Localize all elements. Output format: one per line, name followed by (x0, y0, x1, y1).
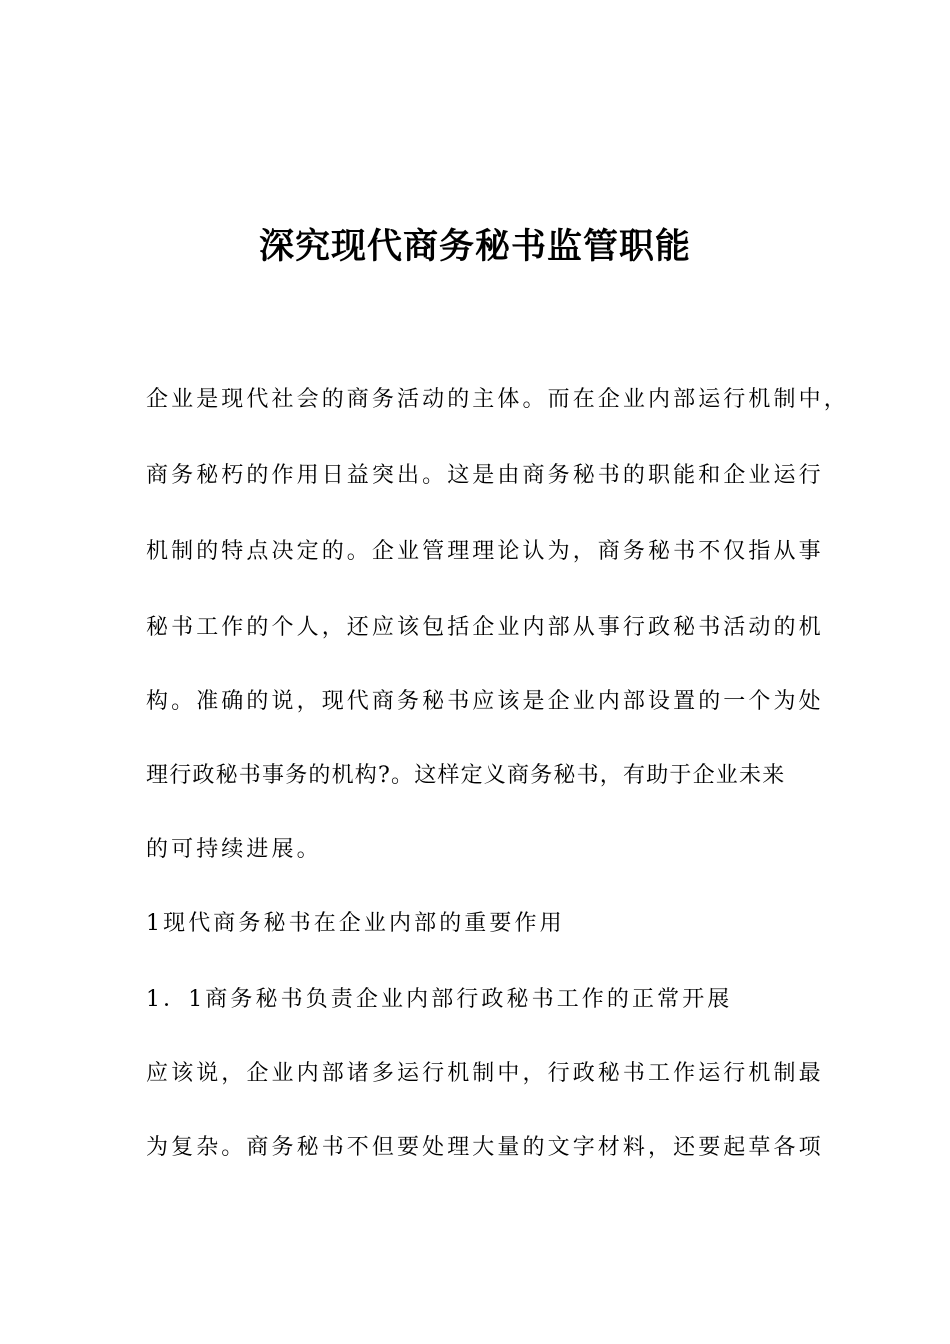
paragraph-line: 的可持续进展。 (146, 837, 322, 862)
paragraph-line: 企业是现代社会的商务活动的主体。而在企业内部运行机制中， (146, 387, 849, 412)
section-heading: 1现代商务秘书在企业内部的重要作用 (146, 911, 565, 936)
paragraph-line: 构。准确的说，现代商务秘书应该是企业内部设置的一个为处 (146, 689, 824, 714)
paragraph-line: 理行政秘书事务的机构?。这样定义商务秘书，有助于企业未来 (146, 763, 786, 788)
paragraph-line: 机制的特点决定的。企业管理理论认为，商务秘书不仅指从事 (146, 539, 824, 564)
document-title: 深究现代商务秘书监管职能 (258, 227, 691, 267)
paragraph-line: 秘书工作的个人，还应该包括企业内部从事行政秘书活动的机 (146, 615, 824, 640)
subsection-heading: 1．1商务秘书负责企业内部行政秘书工作的正常开展 (146, 987, 733, 1012)
paragraph-line: 应该说，企业内部诸多运行机制中，行政秘书工作运行机制最 (146, 1061, 824, 1086)
paragraph-line: 商务秘朽的作用日益突出。这是由商务秘书的职能和企业运行 (146, 463, 824, 488)
paragraph-line: 为复杂。商务秘书不但要处理大量的文字材料，还要起草各项 (146, 1135, 824, 1160)
